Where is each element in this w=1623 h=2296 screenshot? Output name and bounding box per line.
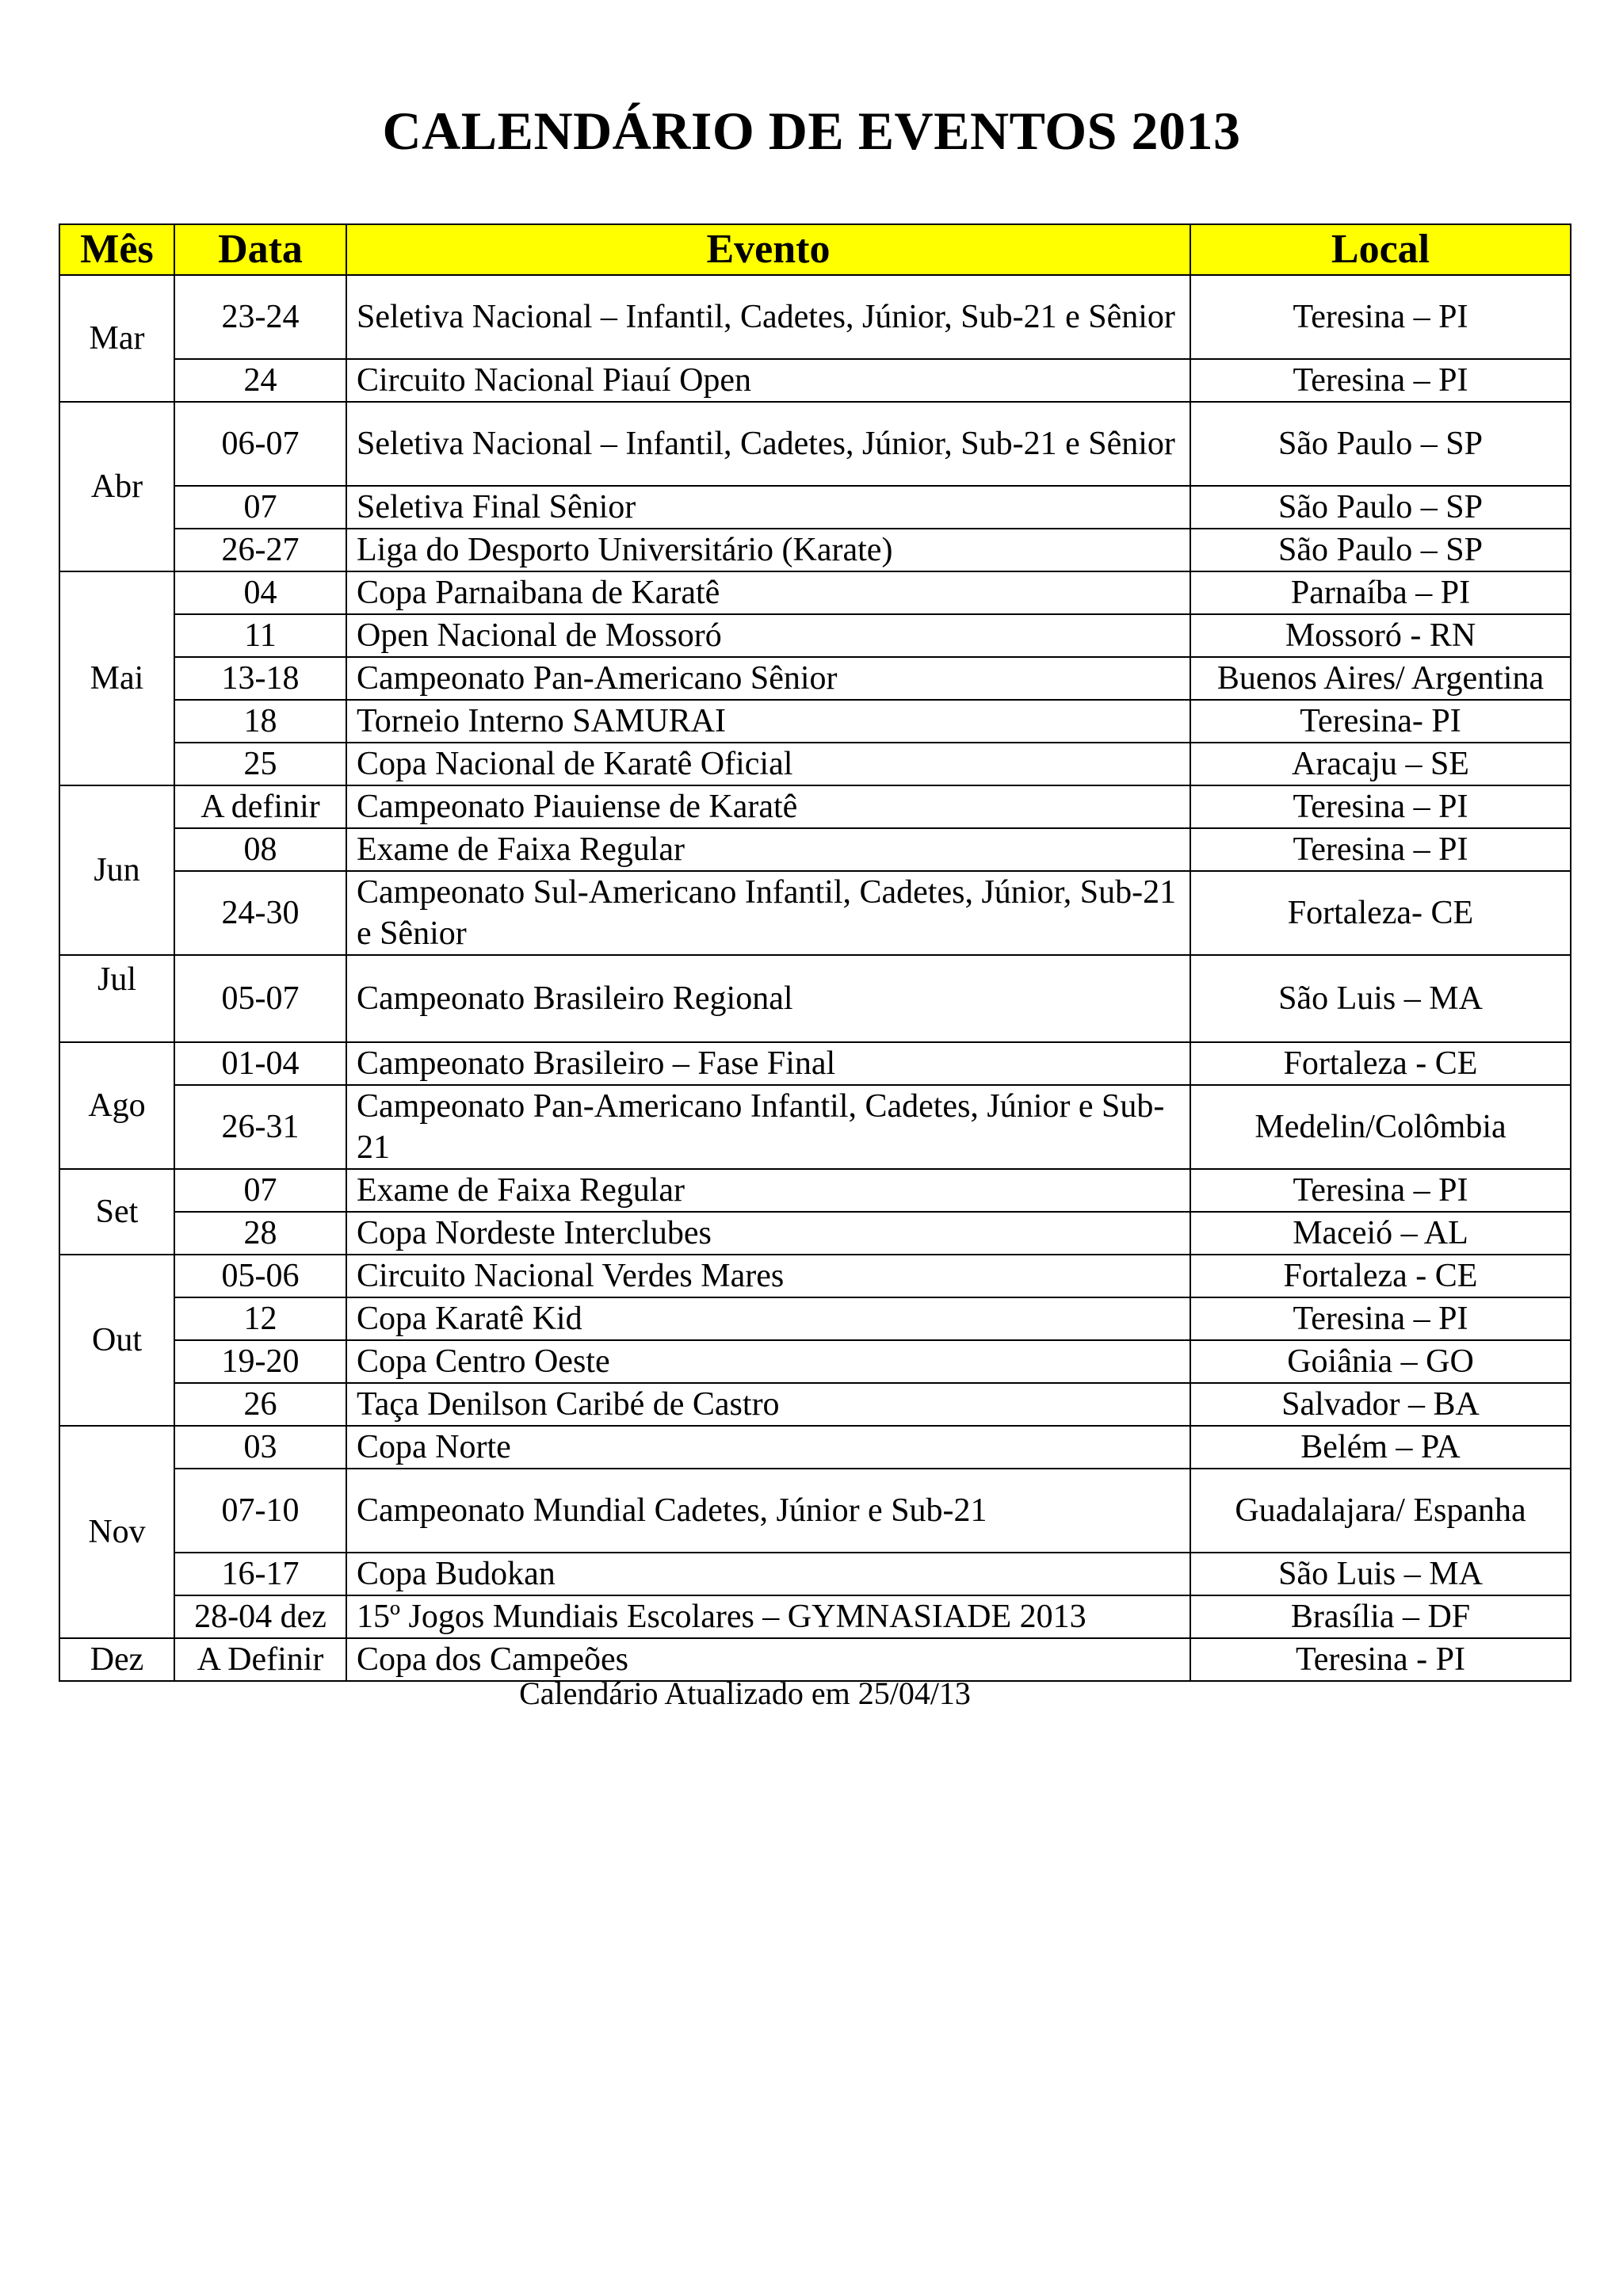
table-row bbox=[59, 1426, 1571, 1469]
event-cell: Copa Nacional de Karatê Oficial bbox=[346, 743, 1190, 785]
table-row bbox=[59, 571, 1571, 614]
location-cell: Teresina – PI bbox=[1190, 828, 1571, 871]
event-cell: Copa Norte bbox=[346, 1426, 1190, 1469]
date-cell: 07 bbox=[174, 1169, 346, 1212]
event-cell: Copa Budokan bbox=[346, 1553, 1190, 1595]
date-cell: 06-07 bbox=[174, 402, 346, 486]
location-cell: Guadalajara/ Espanha bbox=[1190, 1469, 1571, 1553]
table-row bbox=[59, 1340, 1571, 1383]
table-row bbox=[59, 1255, 1571, 1297]
location-cell: Goiânia – GO bbox=[1190, 1340, 1571, 1383]
event-cell: Copa Nordeste Interclubes bbox=[346, 1212, 1190, 1255]
month-cell: Ago bbox=[59, 1042, 174, 1169]
date-cell: 28-04 dez bbox=[174, 1595, 346, 1638]
location-cell: São Paulo – SP bbox=[1190, 529, 1571, 571]
date-cell: 18 bbox=[174, 700, 346, 743]
location-cell: Parnaíba – PI bbox=[1190, 571, 1571, 614]
month-cell: Set bbox=[59, 1169, 174, 1255]
month-cell: Jul bbox=[59, 955, 174, 1042]
location-cell: Teresina – PI bbox=[1190, 785, 1571, 828]
date-cell: 25 bbox=[174, 743, 346, 785]
table-row bbox=[59, 700, 1571, 743]
table-row bbox=[59, 1169, 1571, 1212]
date-cell: 11 bbox=[174, 614, 346, 657]
month-cell: Mai bbox=[59, 571, 174, 785]
table-row bbox=[59, 1297, 1571, 1340]
table-row bbox=[59, 871, 1571, 955]
event-cell: Seletiva Nacional – Infantil, Cadetes, Júnior, Sub-21 e Sênior bbox=[346, 275, 1190, 359]
event-cell: Campeonato Mundial Cadetes, Júnior e Sub-21 bbox=[346, 1469, 1190, 1553]
event-cell: Campeonato Brasileiro Regional bbox=[346, 955, 1190, 1042]
event-cell: Taça Denilson Caribé de Castro bbox=[346, 1383, 1190, 1426]
date-cell: 26-31 bbox=[174, 1085, 346, 1169]
location-cell: Salvador – BA bbox=[1190, 1383, 1571, 1426]
location-cell: São Paulo – SP bbox=[1190, 402, 1571, 486]
footer-note: Calendário Atualizado em 25/04/13 bbox=[519, 1675, 971, 1711]
event-cell: Seletiva Nacional – Infantil, Cadetes, Júnior, Sub-21 e Sênior bbox=[346, 402, 1190, 486]
table-row bbox=[59, 275, 1571, 359]
location-cell: São Paulo – SP bbox=[1190, 486, 1571, 529]
date-cell: 23-24 bbox=[174, 275, 346, 359]
date-cell: 05-07 bbox=[174, 955, 346, 1042]
table-row bbox=[59, 614, 1571, 657]
page-title: CALENDÁRIO DE EVENTOS 2013 bbox=[382, 101, 1241, 161]
date-cell: 05-06 bbox=[174, 1255, 346, 1297]
month-cell: Abr bbox=[59, 402, 174, 571]
date-cell: 03 bbox=[174, 1426, 346, 1469]
location-cell: Buenos Aires/ Argentina bbox=[1190, 657, 1571, 700]
table-row bbox=[59, 1383, 1571, 1426]
location-cell: Teresina - PI bbox=[1190, 1638, 1571, 1681]
event-cell: Campeonato Sul-Americano Infantil, Cadetes, Júnior, Sub-21 e Sênior bbox=[346, 871, 1190, 955]
events-calendar-table bbox=[59, 223, 1571, 1682]
event-cell: Circuito Nacional Piauí Open bbox=[346, 359, 1190, 402]
location-cell: Teresina- PI bbox=[1190, 700, 1571, 743]
event-cell: Campeonato Pan-Americano Sênior bbox=[346, 657, 1190, 700]
table-row bbox=[59, 955, 1571, 1042]
event-cell: Liga do Desporto Universitário (Karate) bbox=[346, 529, 1190, 571]
location-cell: Brasília – DF bbox=[1190, 1595, 1571, 1638]
location-cell: Fortaleza- CE bbox=[1190, 871, 1571, 955]
header-data: Data bbox=[174, 224, 346, 275]
table-row bbox=[59, 657, 1571, 700]
date-cell: 24 bbox=[174, 359, 346, 402]
location-cell: São Luis – MA bbox=[1190, 955, 1571, 1042]
date-cell: A definir bbox=[174, 785, 346, 828]
table-row bbox=[59, 1553, 1571, 1595]
table-header-row bbox=[59, 224, 1571, 275]
event-cell: Copa Centro Oeste bbox=[346, 1340, 1190, 1383]
date-cell: 13-18 bbox=[174, 657, 346, 700]
table-row bbox=[59, 486, 1571, 529]
date-cell: 19-20 bbox=[174, 1340, 346, 1383]
location-cell: Fortaleza - CE bbox=[1190, 1255, 1571, 1297]
table-row bbox=[59, 1595, 1571, 1638]
header-evento: Evento bbox=[346, 224, 1190, 275]
date-cell: 08 bbox=[174, 828, 346, 871]
event-cell: 15º Jogos Mundiais Escolares – GYMNASIADE 2013 bbox=[346, 1595, 1190, 1638]
location-cell: Mossoró - RN bbox=[1190, 614, 1571, 657]
event-cell: Torneio Interno SAMURAI bbox=[346, 700, 1190, 743]
month-cell: Jun bbox=[59, 785, 174, 955]
date-cell: 24-30 bbox=[174, 871, 346, 955]
location-cell: Teresina – PI bbox=[1190, 1297, 1571, 1340]
table-row bbox=[59, 1469, 1571, 1553]
event-cell: Copa Karatê Kid bbox=[346, 1297, 1190, 1340]
date-cell: 07-10 bbox=[174, 1469, 346, 1553]
date-cell: 26 bbox=[174, 1383, 346, 1426]
location-cell: São Luis – MA bbox=[1190, 1553, 1571, 1595]
table-row bbox=[59, 828, 1571, 871]
date-cell: 16-17 bbox=[174, 1553, 346, 1595]
location-cell: Teresina – PI bbox=[1190, 1169, 1571, 1212]
event-cell: Exame de Faixa Regular bbox=[346, 1169, 1190, 1212]
table-row bbox=[59, 1085, 1571, 1169]
date-cell: 26-27 bbox=[174, 529, 346, 571]
table-row bbox=[59, 529, 1571, 571]
header-local: Local bbox=[1190, 224, 1571, 275]
table-row bbox=[59, 1212, 1571, 1255]
event-cell: Campeonato Piauiense de Karatê bbox=[346, 785, 1190, 828]
month-cell: Dez bbox=[59, 1638, 174, 1681]
location-cell: Teresina – PI bbox=[1190, 275, 1571, 359]
location-cell: Medelin/Colômbia bbox=[1190, 1085, 1571, 1169]
date-cell: A Definir bbox=[174, 1638, 346, 1681]
event-cell: Campeonato Brasileiro – Fase Final bbox=[346, 1042, 1190, 1085]
event-cell: Campeonato Pan-Americano Infantil, Cadetes, Júnior e Sub-21 bbox=[346, 1085, 1190, 1169]
table-row bbox=[59, 1042, 1571, 1085]
event-cell: Copa Parnaibana de Karatê bbox=[346, 571, 1190, 614]
event-cell: Exame de Faixa Regular bbox=[346, 828, 1190, 871]
table-row bbox=[59, 402, 1571, 486]
location-cell: Belém – PA bbox=[1190, 1426, 1571, 1469]
location-cell: Fortaleza - CE bbox=[1190, 1042, 1571, 1085]
table-row bbox=[59, 785, 1571, 828]
location-cell: Teresina – PI bbox=[1190, 359, 1571, 402]
event-cell: Copa dos Campeões bbox=[346, 1638, 1190, 1681]
date-cell: 07 bbox=[174, 486, 346, 529]
event-cell: Circuito Nacional Verdes Mares bbox=[346, 1255, 1190, 1297]
date-cell: 01-04 bbox=[174, 1042, 346, 1085]
event-cell: Open Nacional de Mossoró bbox=[346, 614, 1190, 657]
month-cell: Mar bbox=[59, 275, 174, 402]
month-cell: Out bbox=[59, 1255, 174, 1426]
location-cell: Aracaju – SE bbox=[1190, 743, 1571, 785]
date-cell: 12 bbox=[174, 1297, 346, 1340]
header-mes: Mês bbox=[59, 224, 174, 275]
month-cell: Nov bbox=[59, 1426, 174, 1638]
event-cell: Seletiva Final Sênior bbox=[346, 486, 1190, 529]
table-row bbox=[59, 359, 1571, 402]
date-cell: 04 bbox=[174, 571, 346, 614]
table-row bbox=[59, 743, 1571, 785]
location-cell: Maceió – AL bbox=[1190, 1212, 1571, 1255]
date-cell: 28 bbox=[174, 1212, 346, 1255]
